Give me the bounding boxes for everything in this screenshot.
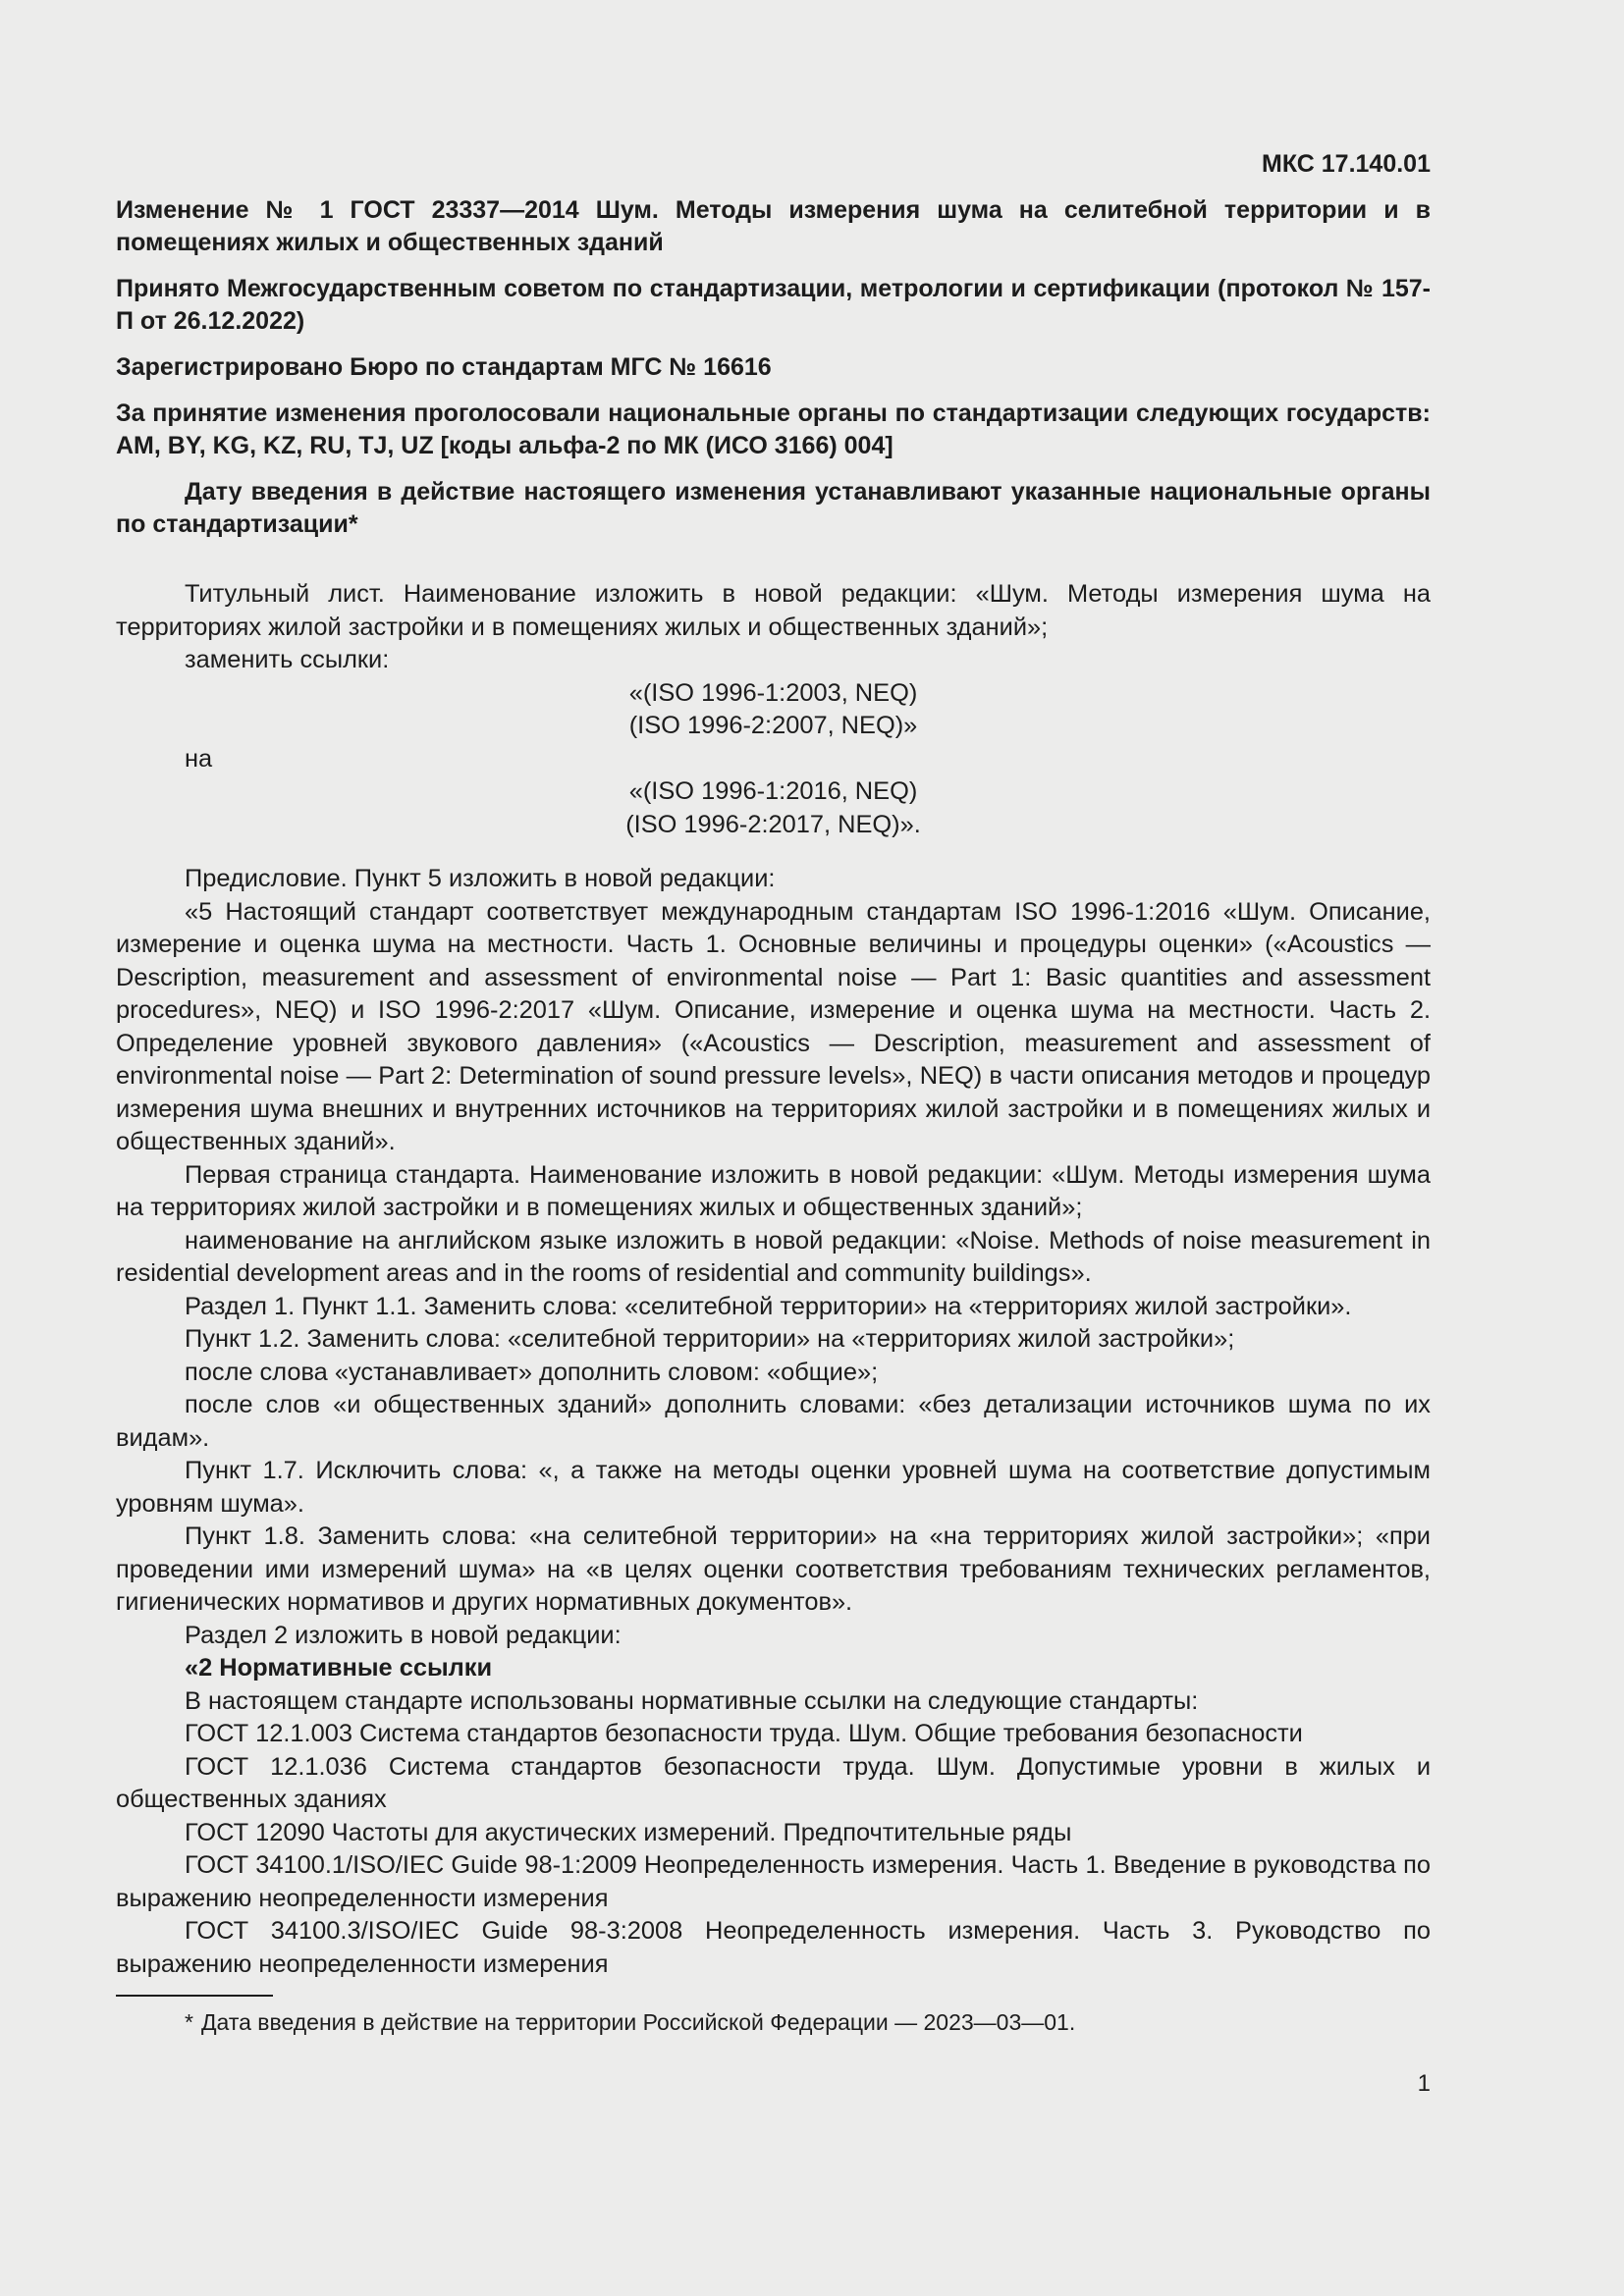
item-1-2-change: Пункт 1.2. Заменить слова: «селитебной территории» на «территориях жилой застройки»; [185, 1325, 1235, 1353]
normative-refs-title: «2 Нормативные ссылки [185, 1654, 493, 1682]
old-ref-2: (ISO 1996-2:2007, NEQ)» [628, 712, 918, 739]
footnote [116, 2006, 1431, 2038]
footnote-text: Дата введения в действие на территории Российской Федерации — 2023—03—01. [200, 2009, 1076, 2035]
section-1-change: Раздел 1. Пункт 1.1. Заменить слова: «селитебной территории» на «территориях жилой застройки». [185, 1292, 1352, 1320]
na-label: на [185, 744, 213, 773]
registration-info: Зарегистрировано Бюро по стандартам МГС № 16616 [116, 353, 772, 381]
preface-change: Предисловие. Пункт 5 изложить в новой редакции: [185, 865, 776, 892]
normative-ref: ГОСТ 12090 Частоты для акустических измерений. Предпочтительные ряды [185, 1818, 1072, 1846]
amendment-title: Изменение № 1 ГОСТ 23337—2014 Шум. Методы измерения шума на селитебной территории и в помещениях жилых и общественных зданий [116, 196, 1431, 256]
preface-item-5: «5 Настоящий стандарт соответствует международным стандартам ISO 1996-1:2016 «Шум. Описание, измерение и оценка шума на местности. Часть 1. Основные величины и процедуры оценки» («Acoustics — Description, measurement and assessment of environmental noise — Part 1: Basic quantities and assessment procedures», NEQ) и ISO 1996-2:2017 «Шум. Описание, измерение и оценка шума на местности. Часть 2. Определение уровней звукового давления» («Acoustics — Description, measurement and assessment of environmental noise — Part 2: Determination of sound pressure levels», NEQ) в части описания методов и процедур измерения шума внешних и внутренних источников на территориях жилой застройки и в помещениях жилых и общественных зданий». [116, 897, 1431, 1155]
document-body [116, 578, 1431, 1981]
page-number: 1 [1417, 2070, 1431, 2097]
normative-ref: ГОСТ 34100.3/ISO/IEC Guide 98-3:2008 Неопределенность измерения. Часть 3. Руководство по выражению неопределенности измерения [116, 1917, 1431, 1978]
section-2-change: Раздел 2 изложить в новой редакции: [185, 1621, 622, 1649]
voting-countries: За принятие изменения проголосовали национальные органы по стандартизации следующих государств: AM, BY, KG, KZ, RU, TJ, UZ [коды альфа-2 по МК (ИСО 3166) 004] [116, 400, 1431, 459]
normative-ref: ГОСТ 12.1.036 Система стандартов безопасности труда. Шум. Допустимые уровни в жилых и общественных зданиях [116, 1752, 1431, 1813]
item-1-7-change: Пункт 1.7. Исключить слова: «, а также на методы оценки уровней шума на соответствие допустимым уровням шума». [116, 1457, 1431, 1518]
adoption-info: Принято Межгосударственным советом по стандартизации, метрологии и сертификации (протокол № 157-П от 26.12.2022) [116, 275, 1431, 335]
new-ref-2: (ISO 1996-2:2017, NEQ)». [625, 810, 921, 838]
old-ref-1: «(ISO 1996-1:2003, NEQ) [628, 678, 918, 707]
replace-refs-label: заменить ссылки: [185, 646, 390, 673]
normative-ref: ГОСТ 12.1.003 Система стандартов безопасности труда. Шум. Общие требования безопасности [185, 1720, 1303, 1747]
mks-code: МКС 17.140.01 [1262, 150, 1431, 178]
after-words-change: после слов «и общественных зданий» дополнить словами: «без детализации источников шума по их видам». [116, 1391, 1431, 1452]
first-page-change: Первая страница стандарта. Наименование изложить в новой редакции: «Шум. Методы измерения шума на территориях жилой застройки и в помещениях жилых и общественных зданий»; [116, 1160, 1431, 1221]
after-word-change: после слова «устанавливает» дополнить словом: «общие»; [185, 1358, 879, 1386]
effective-date-note: Дату введения в действие настоящего изменения устанавливают указанные национальные органы по стандартизации* [116, 478, 1431, 538]
normative-ref: ГОСТ 34100.1/ISO/IEC Guide 98-1:2009 Неопределенность измерения. Часть 1. Введение в руководства по выражению неопределенности измерения [116, 1851, 1431, 1912]
footnote-marker: * [185, 2009, 193, 2035]
normative-refs-intro: В настоящем стандарте использованы нормативные ссылки на следующие стандарты: [185, 1686, 1199, 1715]
footnote-divider [116, 1995, 273, 1997]
new-ref-1: «(ISO 1996-1:2016, NEQ) [628, 777, 918, 805]
english-name-change: наименование на английском языке изложить в новой редакции: «Noise. Methods of noise measurement in residential development areas and in the rooms of residential and community buildings». [116, 1226, 1431, 1287]
title-page-change: Титульный лист. Наименование изложить в новой редакции: «Шум. Методы измерения шума на территориях жилой застройки и в помещениях жилых и общественных зданий»; [116, 580, 1431, 641]
item-1-8-change: Пункт 1.8. Заменить слова: «на селитебной территории» на «на территориях жилой застройки»; «при проведении ими измерений шума» на «в целях оценки соответствия требованиям технических регламентов, гигиенических нормативов и других нормативных документов». [116, 1522, 1431, 1616]
